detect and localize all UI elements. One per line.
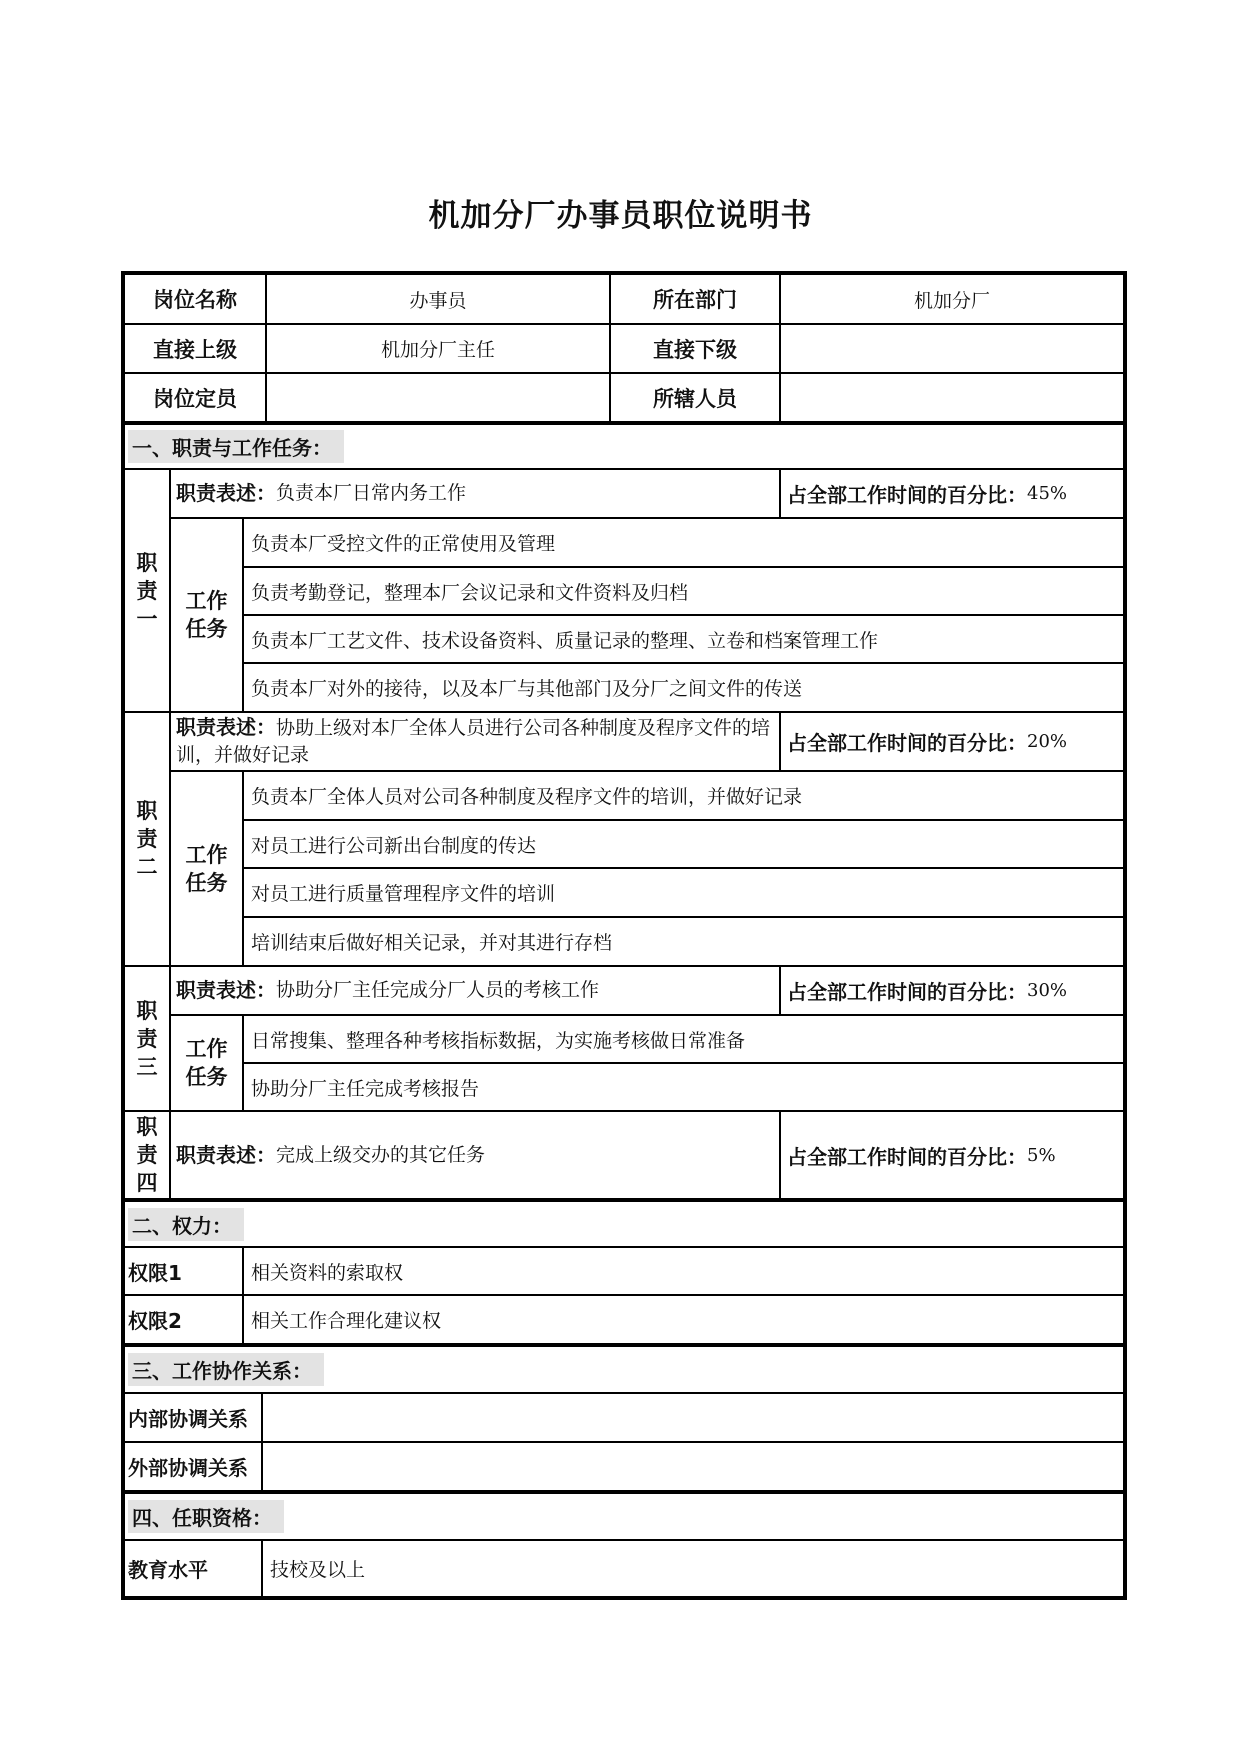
- duty-1-task-4: 负责本厂对外的接待，以及本厂与其他部门及分厂之间文件的传送: [243, 663, 1124, 712]
- duty-2-pct: 占全部工作时间的百分比： 20%: [780, 712, 1124, 771]
- position-value: 办事员: [266, 274, 610, 324]
- dept-label: 所在部门: [610, 274, 780, 324]
- superior-label: 直接上级: [124, 324, 266, 373]
- duty-4-label: 职责四: [124, 1111, 170, 1199]
- section-relations-title: 三、工作协作关系：: [128, 1353, 324, 1386]
- section-authority-title: 二、权力：: [128, 1208, 244, 1241]
- duty-3-pct: 占全部工作时间的百分比： 30%: [780, 966, 1124, 1015]
- superior-value: 机加分厂主任: [266, 324, 610, 373]
- subordinate-value: [780, 324, 1124, 373]
- duty-1-task-1: 负责本厂受控文件的正常使用及管理: [243, 518, 1124, 567]
- duty-3-desc: 职责表述： 协助分厂主任完成分厂人员的考核工作: [170, 966, 780, 1015]
- duty-1-label: 职责一: [124, 469, 170, 712]
- duty-3-label: 职责三: [124, 966, 170, 1111]
- duty-1-task-3: 负责本厂工艺文件、技术设备资料、质量记录的整理、立卷和档案管理工作: [243, 615, 1124, 663]
- duty-4-desc: 职责表述： 完成上级交办的其它任务: [170, 1111, 780, 1199]
- section-qualifications-title: 四、任职资格：: [128, 1500, 284, 1533]
- duty-2-task-3: 对员工进行质量管理程序文件的培训: [243, 868, 1124, 917]
- duty-1-task-2: 负责考勤登记，整理本厂会议记录和文件资料及归档: [243, 567, 1124, 615]
- dept-value: 机加分厂: [780, 274, 1124, 324]
- authority-2-value: 相关工作合理化建议权: [243, 1295, 1124, 1344]
- section-authority-header: [124, 1199, 1124, 1247]
- duty-3-task-1: 日常搜集、整理各种考核指标数据，为实施考核做日常准备: [243, 1015, 1124, 1063]
- duty-1-tasks-label: 工作任务: [170, 518, 243, 712]
- duty-2-task-2: 对员工进行公司新出台制度的传达: [243, 820, 1124, 868]
- internal-relations-label: 内部协调关系: [124, 1393, 262, 1442]
- duty-2-label: 职责二: [124, 712, 170, 966]
- section-duties-title: 一、职责与工作任务：: [128, 430, 344, 463]
- duty-2-desc: 职责表述：协助上级对本厂全体人员进行公司各种制度及程序文件的培训，并做好记录: [170, 712, 780, 771]
- duty-2-task-1: 负责本厂全体人员对公司各种制度及程序文件的培训，并做好记录: [243, 771, 1124, 820]
- staff-value: [780, 373, 1124, 422]
- duty-3-tasks-label: 工作任务: [170, 1015, 243, 1111]
- authority-2-label: 权限2: [124, 1295, 243, 1344]
- section-duties-header: [124, 422, 1124, 469]
- document-title: 机加分厂办事员职位说明书: [428, 198, 813, 234]
- authority-1-label: 权限1: [124, 1247, 243, 1295]
- external-relations-label: 外部协调关系: [124, 1442, 262, 1491]
- position-label: 岗位名称: [124, 274, 266, 324]
- staff-label: 所辖人员: [610, 373, 780, 422]
- education-label: 教育水平: [124, 1540, 262, 1597]
- duty-2-tasks-label: 工作任务: [170, 771, 243, 966]
- education-value: 技校及以上: [262, 1540, 1124, 1597]
- section-qualifications-header: [124, 1491, 1124, 1540]
- section-relations-header: [124, 1344, 1124, 1393]
- duty-1-desc: 职责表述： 负责本厂日常内务工作: [170, 469, 780, 518]
- job-description-table: [121, 271, 1127, 1600]
- authority-1-value: 相关资料的索取权: [243, 1247, 1124, 1295]
- duty-3-task-2: 协助分厂主任完成考核报告: [243, 1063, 1124, 1111]
- internal-relations-value: [262, 1393, 1124, 1442]
- quota-label: 岗位定员: [124, 373, 266, 422]
- duty-4-pct: 占全部工作时间的百分比： 5%: [780, 1111, 1124, 1199]
- duty-2-task-4: 培训结束后做好相关记录，并对其进行存档: [243, 917, 1124, 966]
- quota-value: [266, 373, 610, 422]
- subordinate-label: 直接下级: [610, 324, 780, 373]
- external-relations-value: [262, 1442, 1124, 1491]
- duty-1-pct: 占全部工作时间的百分比： 45%: [780, 469, 1124, 518]
